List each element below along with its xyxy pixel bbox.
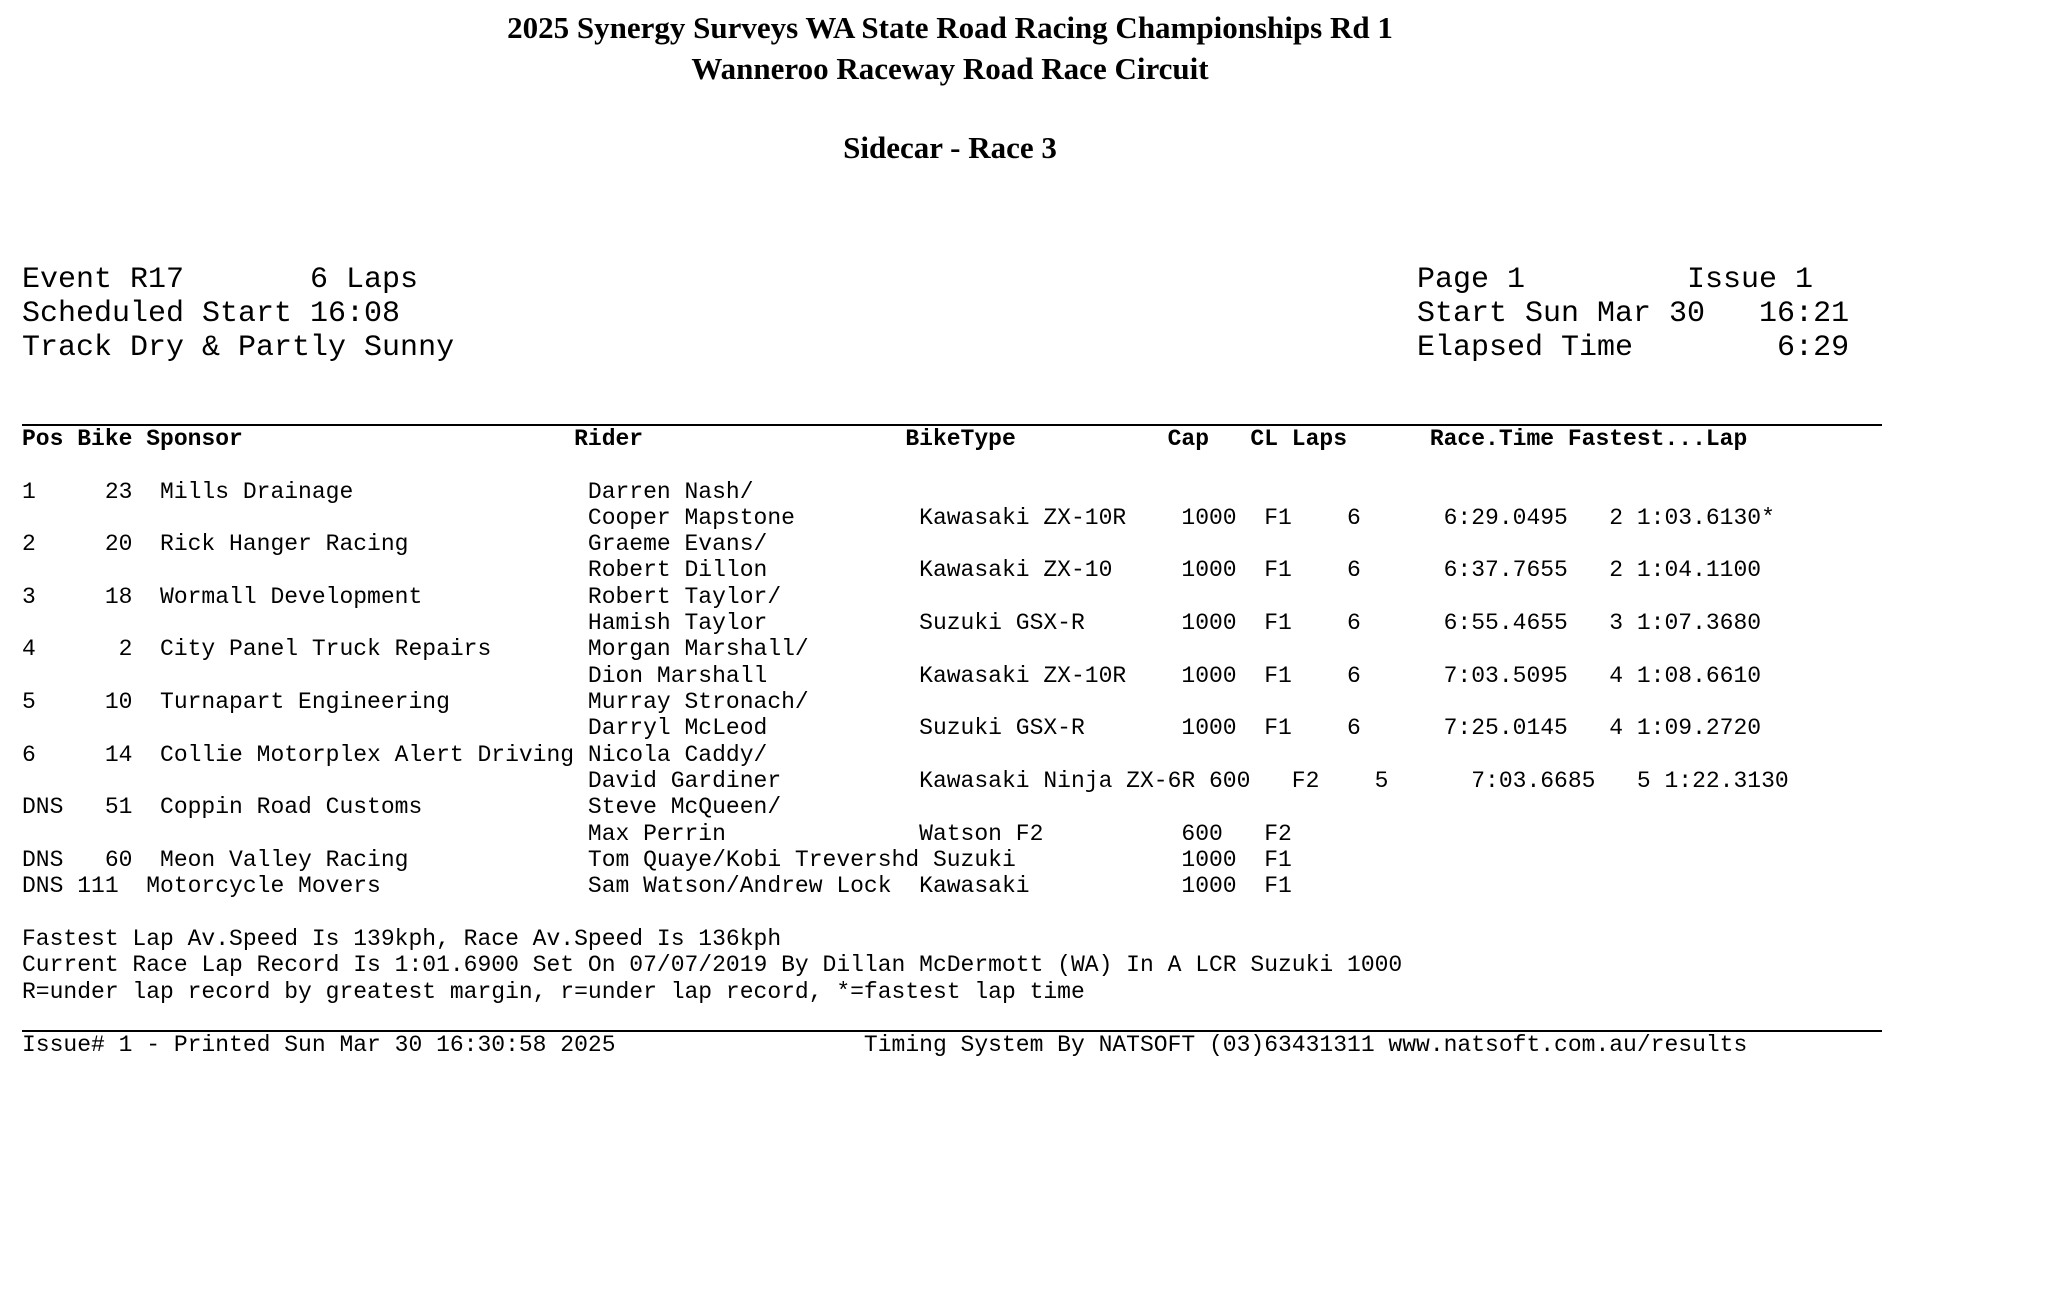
- table-row: DNS 60 Meon Valley Racing Tom Quaye/Kobi Trevershd Suzuki 1000 F1: [22, 847, 1292, 873]
- table-row: Darryl McLeod Suzuki GSX-R 1000 F1 6 7:25.0145 4 1:09.2720: [22, 715, 1762, 741]
- footer-text: Issue# 1 - Printed Sun Mar 30 16:30:58 2025 Timing System By NATSOFT (03)63431311 www.natsoft.com.au/results: [22, 1032, 1748, 1058]
- table-row: 1 23 Mills Drainage Darren Nash/: [22, 479, 754, 505]
- table-row: Dion Marshall Kawasaki ZX-10R 1000 F1 6 7:03.5095 4 1:08.6610: [22, 663, 1762, 689]
- elapsed-time: Elapsed Time 6:29: [1417, 331, 1850, 365]
- table-row: 5 10 Turnapart Engineering Murray Stronach/: [22, 689, 809, 715]
- lap-record-note: Current Race Lap Record Is 1:01.6900 Set On 07/07/2019 By Dillan McDermott (WA) In A LCR Suzuki 1000: [22, 952, 1403, 978]
- table-row: 4 2 City Panel Truck Repairs Morgan Marshall/: [22, 636, 809, 662]
- scheduled-start: Scheduled Start 16:08: [22, 297, 401, 331]
- table-row: 6 14 Collie Motorplex Alert Driving Nicola Caddy/: [22, 742, 768, 768]
- table-row: 3 18 Wormall Development Robert Taylor/: [22, 584, 782, 610]
- table-row: Hamish Taylor Suzuki GSX-R 1000 F1 6 6:55.4655 3 1:07.3680: [22, 610, 1762, 636]
- table-row: Robert Dillon Kawasaki ZX-10 1000 F1 6 6:37.7655 2 1:04.1100: [22, 557, 1762, 583]
- start-time: Start Sun Mar 30 16:21: [1417, 297, 1850, 331]
- circuit-title: Wanneroo Raceway Road Race Circuit: [691, 51, 1209, 86]
- speed-note: Fastest Lap Av.Speed Is 139kph, Race Av.Speed Is 136kph: [22, 926, 782, 952]
- table-row: Cooper Mapstone Kawasaki ZX-10R 1000 F1 6 6:29.0495 2 1:03.6130*: [22, 505, 1775, 531]
- page-issue: Page 1 Issue 1: [1417, 263, 1814, 297]
- race-title: Sidecar - Race 3: [843, 130, 1057, 165]
- table-row: Max Perrin Watson F2 600 F2: [22, 821, 1292, 847]
- table-row: David Gardiner Kawasaki Ninja ZX-6R 600 F2 5 7:03.6685 5 1:22.3130: [22, 768, 1789, 794]
- column-headers: Pos Bike Sponsor Rider BikeType Cap CL Laps Race.Time Fastest...Lap: [22, 426, 1748, 452]
- table-row: DNS 51 Coppin Road Customs Steve McQueen/: [22, 794, 782, 820]
- table-row: 2 20 Rick Hanger Racing Graeme Evans/: [22, 531, 768, 557]
- event-info: Event R17 6 Laps: [22, 263, 419, 297]
- track-conditions: Track Dry & Partly Sunny: [22, 331, 455, 365]
- table-row: DNS 111 Motorcycle Movers Sam Watson/Andrew Lock Kawasaki 1000 F1: [22, 873, 1292, 899]
- championship-title: 2025 Synergy Surveys WA State Road Racing Championships Rd 1: [507, 10, 1393, 45]
- legend-note: R=under lap record by greatest margin, r=under lap record, *=fastest lap time: [22, 979, 1085, 1005]
